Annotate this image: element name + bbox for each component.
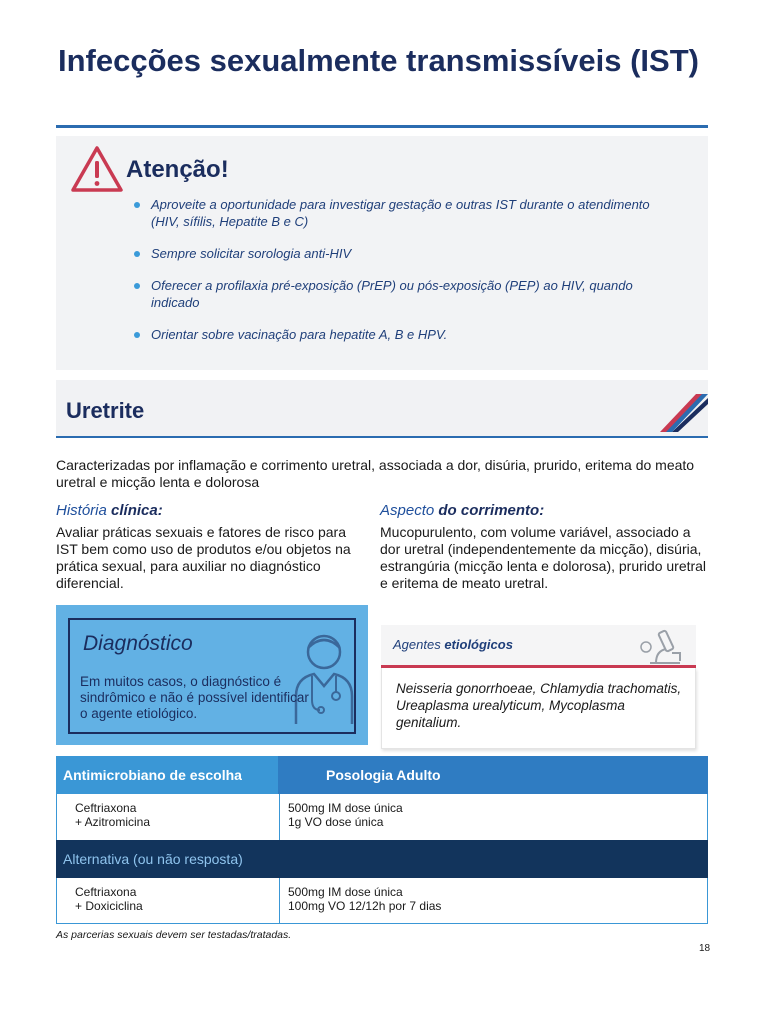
- column-divider: [279, 878, 280, 923]
- table-row: [56, 878, 708, 924]
- etiologic-agents-box: [381, 625, 696, 749]
- section-title: Uretrite: [66, 398, 145, 423]
- attention-list: [134, 196, 674, 358]
- title-divider: [56, 125, 708, 128]
- diagnosis-box: [56, 605, 368, 745]
- alternative-header: Alternativa (ou não resposta): [56, 840, 708, 878]
- clinical-history-text: Avaliar práticas sexuais e fatores de risco para IST bem como uso de produtos e/ou objetos na prática sexual, para auxiliar no diagnóstico diferencial.: [56, 524, 351, 591]
- table-header: [56, 756, 708, 794]
- list-item: Oferecer a profilaxia pré-exposição (PrEP) ou pós-exposição (PEP) ao HIV, quando indicado: [134, 277, 674, 311]
- etiologic-agents-title: Agentes etiológicos: [393, 637, 513, 652]
- diagnosis-title: Diagnóstico: [83, 632, 193, 655]
- clinical-history: [56, 502, 360, 592]
- list-item: Aproveite a oportunidade para investigar gestação e outras IST durante o atendimento (HIV, sífilis, Hepatite B e C): [134, 196, 674, 230]
- warning-triangle-icon: [70, 144, 124, 194]
- bullet-icon: [134, 283, 140, 289]
- header-dosage: Posologia Adulto: [326, 767, 441, 783]
- dose-cell: 500mg IM dose única 100mg VO 12/12h por 7 dias: [288, 885, 442, 913]
- attention-title: Atenção!: [126, 156, 229, 183]
- bullet-icon: [134, 251, 140, 257]
- header-antimicrobial: Antimicrobiano de escolha: [56, 756, 278, 794]
- list-item: Sempre solicitar sorologia anti-HIV: [134, 245, 674, 262]
- section-divider: [56, 436, 708, 438]
- dose-cell: 500mg IM dose única 1g VO dose única: [288, 801, 403, 829]
- footnote: As parcerias sexuais devem ser testadas/tratadas.: [56, 929, 292, 941]
- bullet-icon: [134, 332, 140, 338]
- treatment-table: [56, 756, 708, 924]
- table-row: [56, 794, 708, 840]
- discharge-aspect-text: Mucopurulento, com volume variável, associado a dor uretral (independentemente da micção), disúria, estrangúria (micção lenta e dolorosa), prurido uretral e eritema de meato uretral.: [380, 524, 707, 591]
- intro-text: Caracterizadas por inflamação e corrimento uretral, associada a dor, disúria, prurido, eritema do meato uretral e micção lenta e dolorosa: [56, 457, 695, 490]
- section-header: [56, 380, 708, 436]
- list-item: Orientar sobre vacinação para hepatite A, B e HPV.: [134, 326, 674, 343]
- diagnosis-frame: [68, 618, 356, 734]
- drug-cell: Ceftriaxona + Doxiciclina: [75, 885, 143, 913]
- clinical-history-title: História clínica:: [56, 502, 163, 519]
- drug-cell: Ceftriaxona + Azitromicina: [75, 801, 151, 829]
- etiologic-agents-body: [381, 668, 696, 749]
- etiologic-agents-header: [381, 625, 696, 667]
- bullet-icon: [134, 202, 140, 208]
- microscope-icon: [636, 627, 686, 665]
- page-title: Infecções sexualmente transmissíveis (IST): [58, 43, 699, 78]
- discharge-aspect: [380, 502, 710, 592]
- column-divider: [279, 794, 280, 840]
- decorative-stripes-icon: [656, 394, 708, 432]
- page-number: 18: [699, 943, 711, 954]
- diagnosis-text: Em muitos casos, o diagnóstico é sindrômico e não é possível identificar o agente etiológico.: [80, 674, 309, 721]
- attention-box: [56, 136, 708, 370]
- etiologic-agents-text: Neisseria gonorrhoeae, Chlamydia trachomatis, Ureaplasma urealyticum, Mycoplasma genitalium.: [396, 681, 682, 730]
- discharge-aspect-title: Aspecto do corrimento:: [380, 502, 545, 519]
